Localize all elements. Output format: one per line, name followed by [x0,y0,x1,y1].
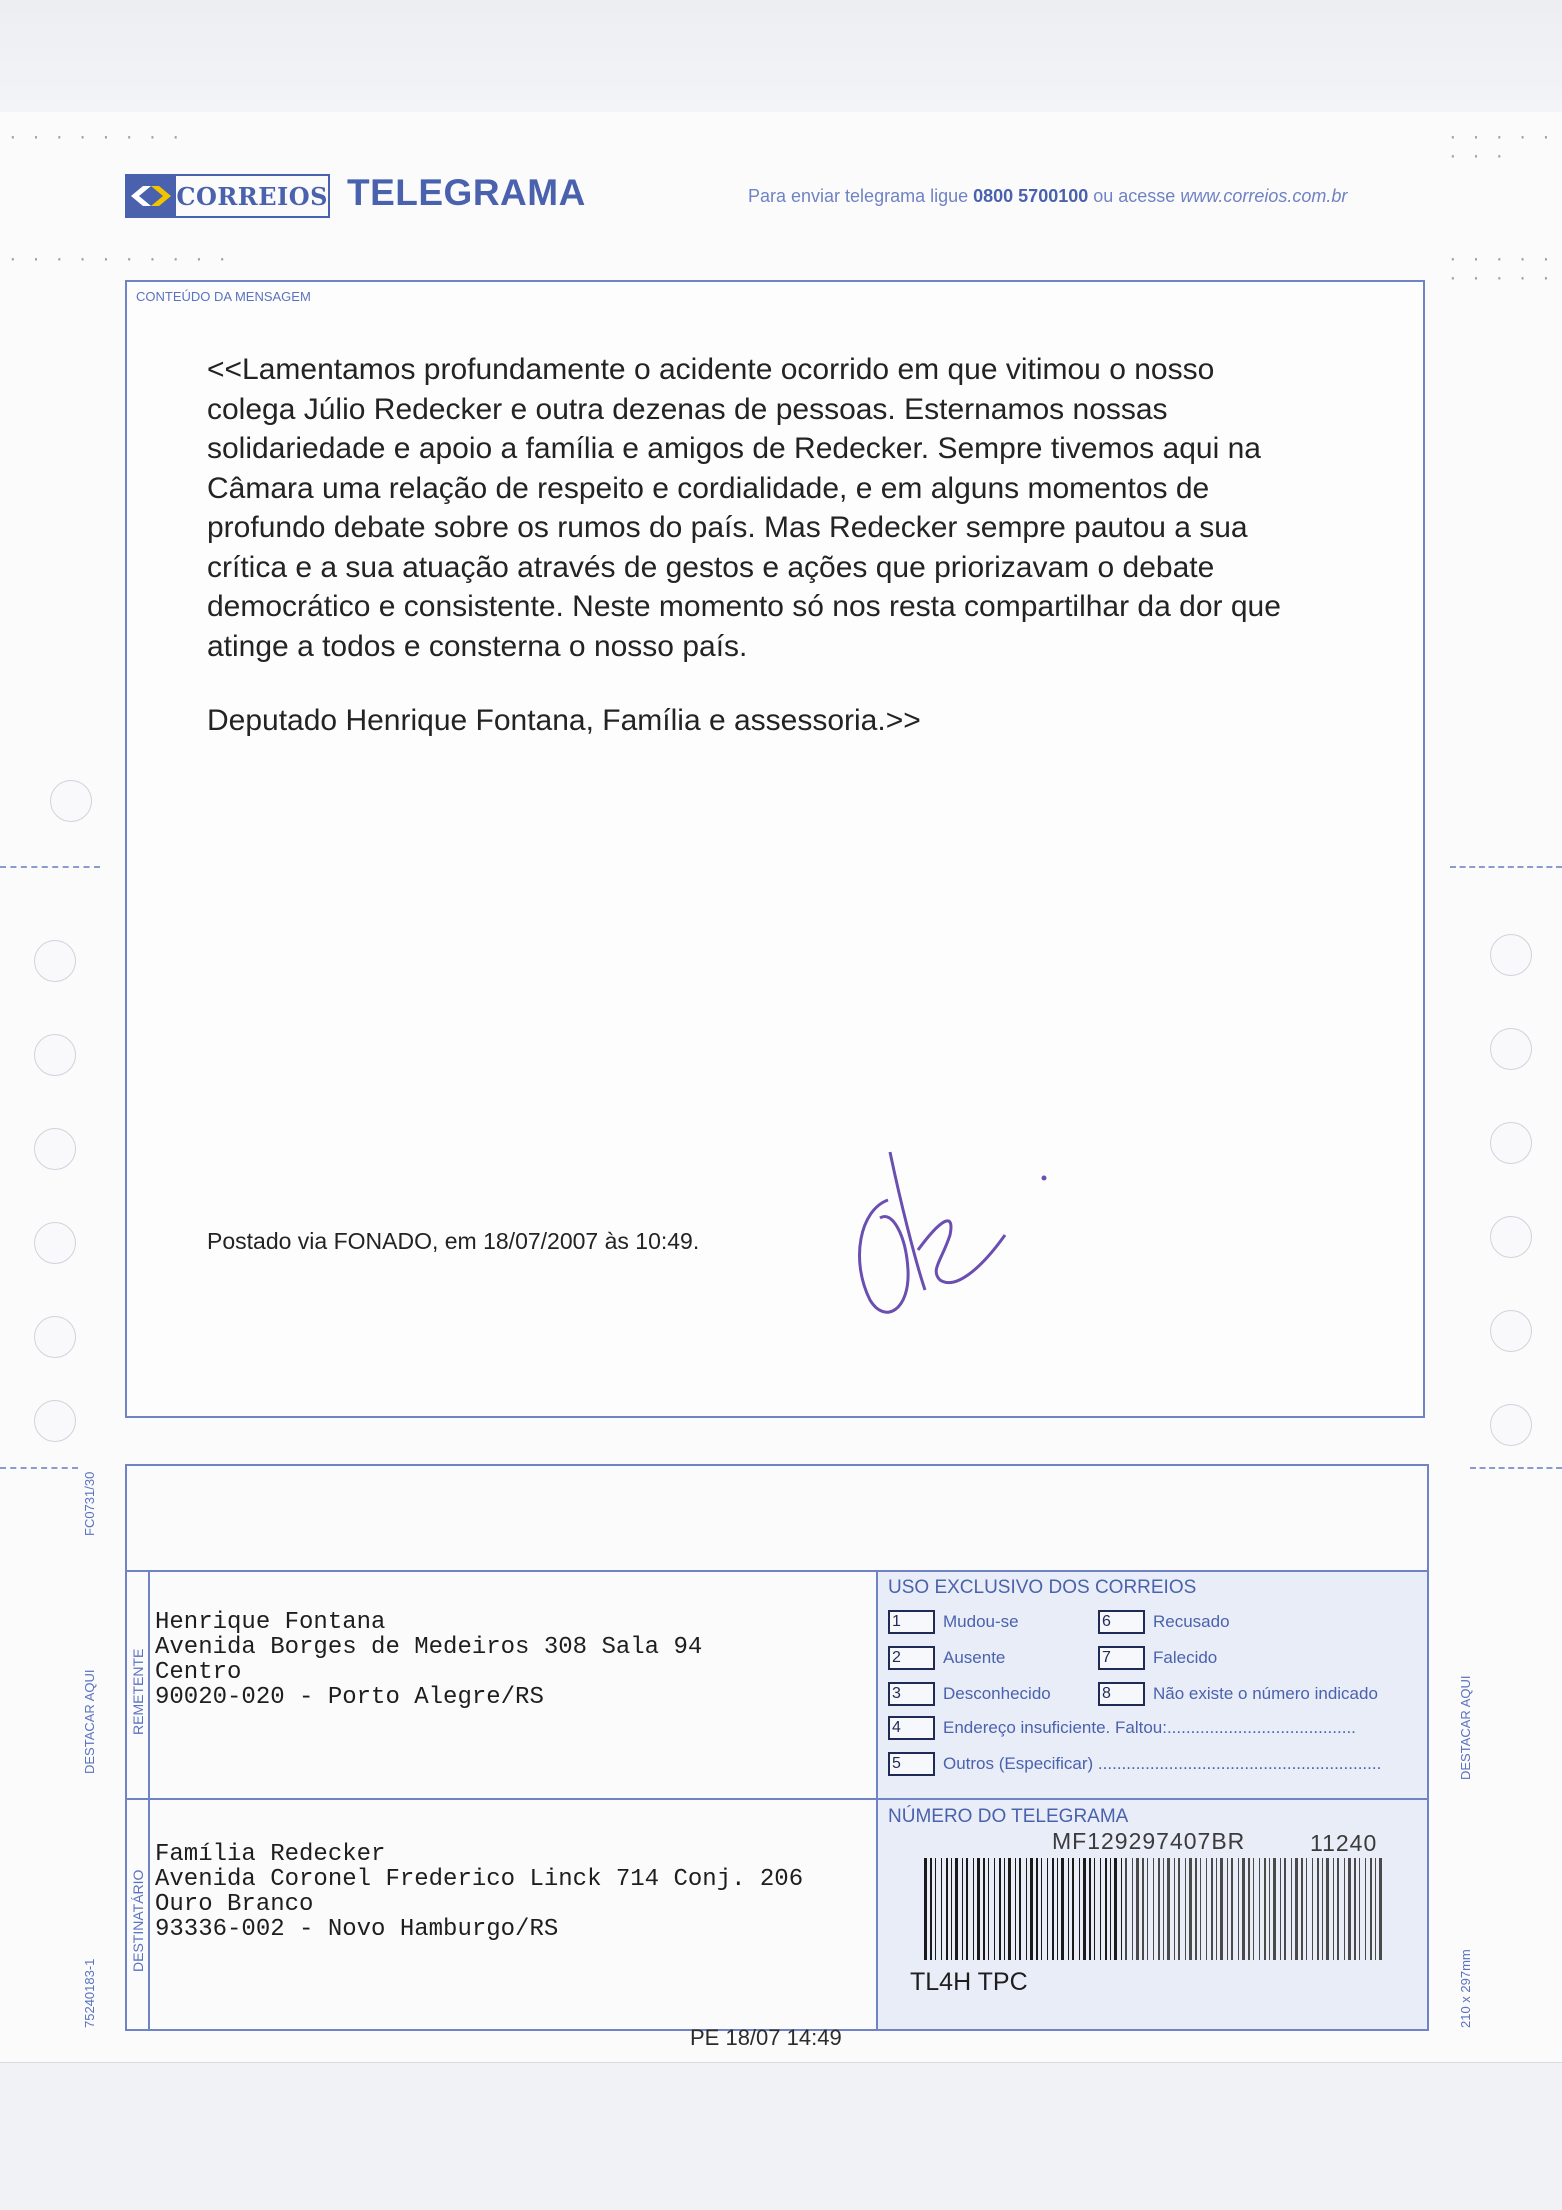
recipient-address: Família Redecker Avenida Coronel Frederico Linck 714 Conj. 206 Ouro Branco 93336-002 - Novo Hamburgo/RS [155,1841,804,1943]
option-label: Desconhecido [943,1684,1051,1703]
tear-line [0,1467,78,1469]
option-number: 4 [888,1716,935,1740]
tracking-number: MF129297407BR [1052,1828,1246,1854]
tractor-hole [34,1222,76,1264]
info-website: www.correios.com.br [1180,186,1348,206]
document-title: TELEGRAMA [347,172,586,213]
option-number: 1 [888,1610,935,1634]
detach-here-left: DESTACAR AQUI [82,1669,97,1774]
option-refused[interactable] [1098,1610,1230,1634]
perforation-dots: · · · · · · · · [8,128,183,147]
info-prefix: Para enviar telegrama ligue [748,186,974,206]
option-label: Ausente [943,1648,1006,1667]
tractor-hole [34,940,76,982]
tractor-hole [34,1316,76,1358]
option-number: 5 [888,1752,935,1776]
recipient-label: DESTINATÁRIO [130,1869,146,1972]
tractor-hole [1490,1404,1532,1446]
correios-arrows-icon [125,174,176,218]
barcode [924,1858,1392,1960]
tractor-hole [1490,1310,1532,1352]
header-info [748,186,1347,207]
sender-label: REMETENTE [130,1648,146,1735]
tractor-hole [50,780,92,822]
correios-logo [125,174,330,218]
option-absent[interactable] [888,1646,1005,1670]
perforation-dots: · · · · · · · · [1448,128,1553,166]
tear-line [1450,866,1562,868]
info-phone: 0800 5700100 [973,186,1089,206]
option-label: Recusado [1153,1612,1230,1631]
tear-line [1470,1467,1562,1469]
bottom-flap [0,2062,1562,2210]
perforation-dots: · · · · · · · · · · [8,250,230,269]
option-other[interactable] [888,1752,1381,1776]
option-label: Mudou-se [943,1612,1019,1631]
option-number: 6 [1098,1610,1145,1634]
option-unknown[interactable] [888,1682,1051,1706]
tractor-hole [34,1128,76,1170]
option-number: 8 [1098,1682,1145,1706]
postal-stamp: PE 18/07 14:49 [690,2025,842,2050]
sender-address: Henrique Fontana Avenida Borges de Medeiros 308 Sala 94 Centro 90020-020 - Porto Alegre/RS [155,1609,703,1711]
paper-size: 210 x 297mm [1458,1949,1473,2028]
tractor-hole [1490,1216,1532,1258]
tear-line [0,866,100,868]
option-number: 7 [1098,1646,1145,1670]
option-no-number[interactable] [1098,1682,1378,1706]
info-middle: ou acesse [1088,186,1181,206]
option-number: 3 [888,1682,935,1706]
telegram-number-title: NÚMERO DO TELEGRAMA [888,1806,1129,1827]
handwritten-signature [830,1140,1060,1320]
service-code: TL4H TPC [910,1968,1028,1996]
option-insufficient-address[interactable] [888,1716,1356,1740]
posted-info: Postado via FONADO, em 18/07/2007 às 10:49. [207,1228,700,1254]
divider [148,1570,150,2029]
option-label: Não existe o número indicado [1153,1684,1378,1703]
message-label: CONTEÚDO DA MENSAGEM [136,289,311,304]
tractor-hole [34,1400,76,1442]
tractor-hole [34,1034,76,1076]
form-code: FC0731/30 [82,1471,97,1536]
detach-here-right: DESTACAR AQUI [1458,1675,1473,1780]
option-label: Falecido [1153,1648,1218,1667]
logo-wordmark: CORREIOS [176,174,330,218]
message-body: <<Lamentamos profundamente o acidente ocorrido em que vitimou o nosso colega Júlio Redecker e outra dezenas de pessoas. Esternamos nossas solidariedade e apoio a família e amigos de Redecker. Sempre tivemos aqui na Câmara uma relação de respeito e cordialidade, e em alguns momentos de profundo debate sobre os rumos do país. Mas Redecker sempre pautou a sua crítica e a sua atuação através de gestos e ações que priorizavam o debate democrático e consistente. Neste momento só nos resta compartilhar da dor que atinge a todos e consterna o nosso país. [207,353,1281,663]
perforation-dots: · · · · · · · · · · [1448,250,1553,288]
option-moved[interactable] [888,1610,1019,1634]
top-flap [0,0,1562,113]
correios-use-title: USO EXCLUSIVO DOS CORREIOS [888,1577,1197,1598]
serial-number: 75240183-1 [82,1958,97,2028]
option-number: 2 [888,1646,935,1670]
tractor-hole [1490,1122,1532,1164]
tractor-hole [1490,934,1532,976]
message-signoff: Deputado Henrique Fontana, Família e assessoria.>> [207,704,921,737]
tractor-hole [1490,1028,1532,1070]
option-deceased[interactable] [1098,1646,1217,1670]
telegram-code: 11240 [1310,1830,1378,1856]
option-label: Endereço insuficiente. Faltou:........................................ [943,1718,1356,1737]
option-label: Outros (Especificar) ............................................................ [943,1754,1382,1773]
